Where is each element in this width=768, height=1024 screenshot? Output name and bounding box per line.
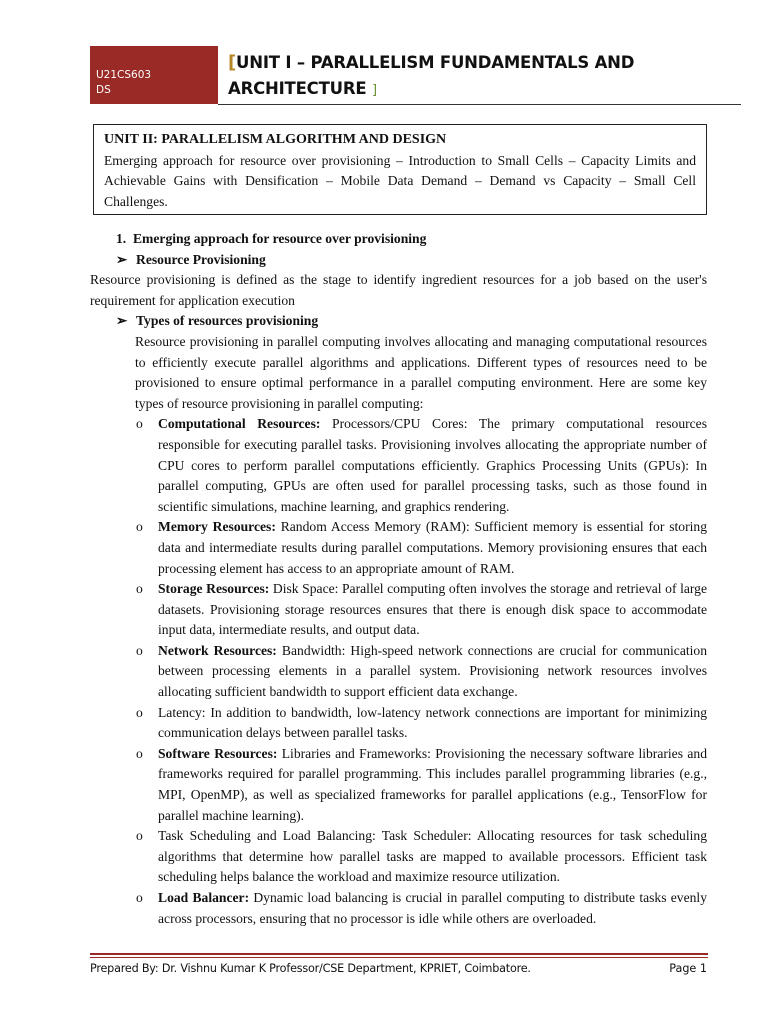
subheading-text: Types of resources provisioning — [136, 313, 319, 329]
item-text: Random Access Memory (RAM): Sufficient memory is essential for storing data and intermediate results during parallel computations. Memory provisioning ensures that each processing element has access to an appropriate amount of RAM. — [158, 519, 707, 576]
header-rule — [218, 104, 741, 105]
circle-bullet-icon: o — [136, 890, 143, 905]
subheading-types — [90, 311, 707, 332]
syllabus-box — [93, 124, 707, 215]
list-item — [136, 888, 707, 929]
list-item — [136, 826, 707, 888]
course-section: DS — [96, 84, 111, 96]
item-text: Processors/CPU Cores: The primary computational resources responsible for executing parallel tasks. Provisioning involves allocating the appropriate number of CPU cores to perform parallel computations efficiently. Graphics Processing Units (GPUs): In parallel computing, GPUs are often used for parallel processing tasks, such as those found in scientific simulations, machine learning, and graphics rendering. — [158, 416, 707, 514]
item-text: Disk Space: Parallel computing often involves the storage and retrieval of large datasets. Provisioning storage resources ensures that there is enough disk space to accommodate input data, intermediate results, and output data. — [158, 581, 707, 638]
subheading-resource-provisioning — [90, 250, 707, 271]
list-item — [136, 703, 707, 744]
item-text: Bandwidth: High-speed network connections are crucial for communication between processing elements in a parallel system. Provisioning network resources involves allocating sufficient bandwidth to support efficient data exchange. — [158, 642, 708, 700]
list-item — [136, 517, 707, 579]
item-text: Task Scheduling and Load Balancing: Task Scheduler: Allocating resources for task scheduling algorithms that determine how parallel tasks are mapped to available processors. Efficient task scheduling helps balance the workload and maximize resource utilization. — [158, 828, 707, 885]
bracket-open: [ — [228, 52, 237, 73]
list-item — [136, 579, 707, 641]
arrow-bullet-icon: ➢ — [116, 251, 128, 267]
item-label: Storage Resources: — [158, 581, 270, 597]
item-label: Load Balancer: — [158, 890, 250, 905]
item-text: Latency: In addition to bandwidth, low-latency network connections are important for minimizing communication delays between parallel tasks. — [158, 704, 707, 741]
header-title-line1: UNIT I – PARALLELISM FUNDAMENTALS AND — [236, 53, 635, 72]
circle-bullet-icon: o — [136, 704, 143, 720]
definition-paragraph: Resource provisioning is defined as the stage to identify ingredient resources for a job based on the user's requirement for application execution — [90, 272, 707, 308]
subheading-text: Resource Provisioning — [136, 251, 266, 267]
footer-prepared-by: Prepared By: Dr. Vishnu Kumar K Professor/CSE Department, KPRIET, Coimbatore. — [90, 962, 531, 975]
main-content — [90, 229, 707, 929]
item-text: Libraries and Frameworks: Provisioning the necessary software libraries and frameworks required for parallel programming. This includes parallel programming libraries (e.g., MPI, OpenMP), as well as specialized frameworks for parallel applications (e.g., TensorFlow for parallel machine learning). — [158, 745, 707, 823]
list-item — [136, 414, 707, 517]
list-item — [136, 744, 707, 826]
item-label: Computational Resources: — [158, 416, 321, 432]
list-item — [136, 641, 708, 703]
course-code: U21CS603 — [96, 69, 152, 81]
intro-paragraph: Resource provisioning in parallel computing involves allocating and managing computational resources to efficiently execute parallel algorithms and applications. Different types of resources need to be provisioned to ensure optimal performance in a parallel computing environment. Here are some key types of resource provisioning in parallel computing: — [135, 333, 707, 411]
circle-bullet-icon: o — [136, 416, 143, 432]
resource-list — [90, 414, 707, 929]
syllabus-text: Emerging approach for resource over provisioning – Introduction to Small Cells – Capacity Limits and Achievable Gains with Densification – Mobile Data Demand – Demand vs Capacity – Small Cell Challenges. — [104, 152, 696, 209]
arrow-bullet-icon: ➢ — [116, 313, 128, 329]
header-title — [228, 50, 708, 104]
footer-rule-thin — [90, 957, 708, 958]
syllabus-title: UNIT II: PARALLELISM ALGORITHM AND DESIGN — [104, 132, 447, 147]
course-code-box — [90, 46, 218, 104]
item-label: Memory Resources: — [158, 519, 276, 535]
header-title-line2: ARCHITECTURE — [228, 79, 367, 98]
item-text: Dynamic load balancing is crucial in parallel computing to distribute tasks evenly across processors, ensuring that no processor is idle while others are overloaded. — [158, 890, 707, 926]
item-label: Software Resources: — [158, 745, 278, 761]
circle-bullet-icon: o — [136, 642, 143, 658]
footer-rule-thick — [90, 953, 708, 955]
circle-bullet-icon: o — [136, 828, 143, 844]
footer-page-number: Page 1 — [669, 962, 707, 975]
bracket-close: ] — [371, 83, 377, 98]
circle-bullet-icon: o — [136, 581, 143, 597]
section-heading: 1. Emerging approach for resource over provisioning — [116, 231, 427, 246]
item-label: Network Resources: — [158, 642, 277, 658]
circle-bullet-icon: o — [136, 745, 143, 761]
circle-bullet-icon: o — [136, 519, 143, 535]
